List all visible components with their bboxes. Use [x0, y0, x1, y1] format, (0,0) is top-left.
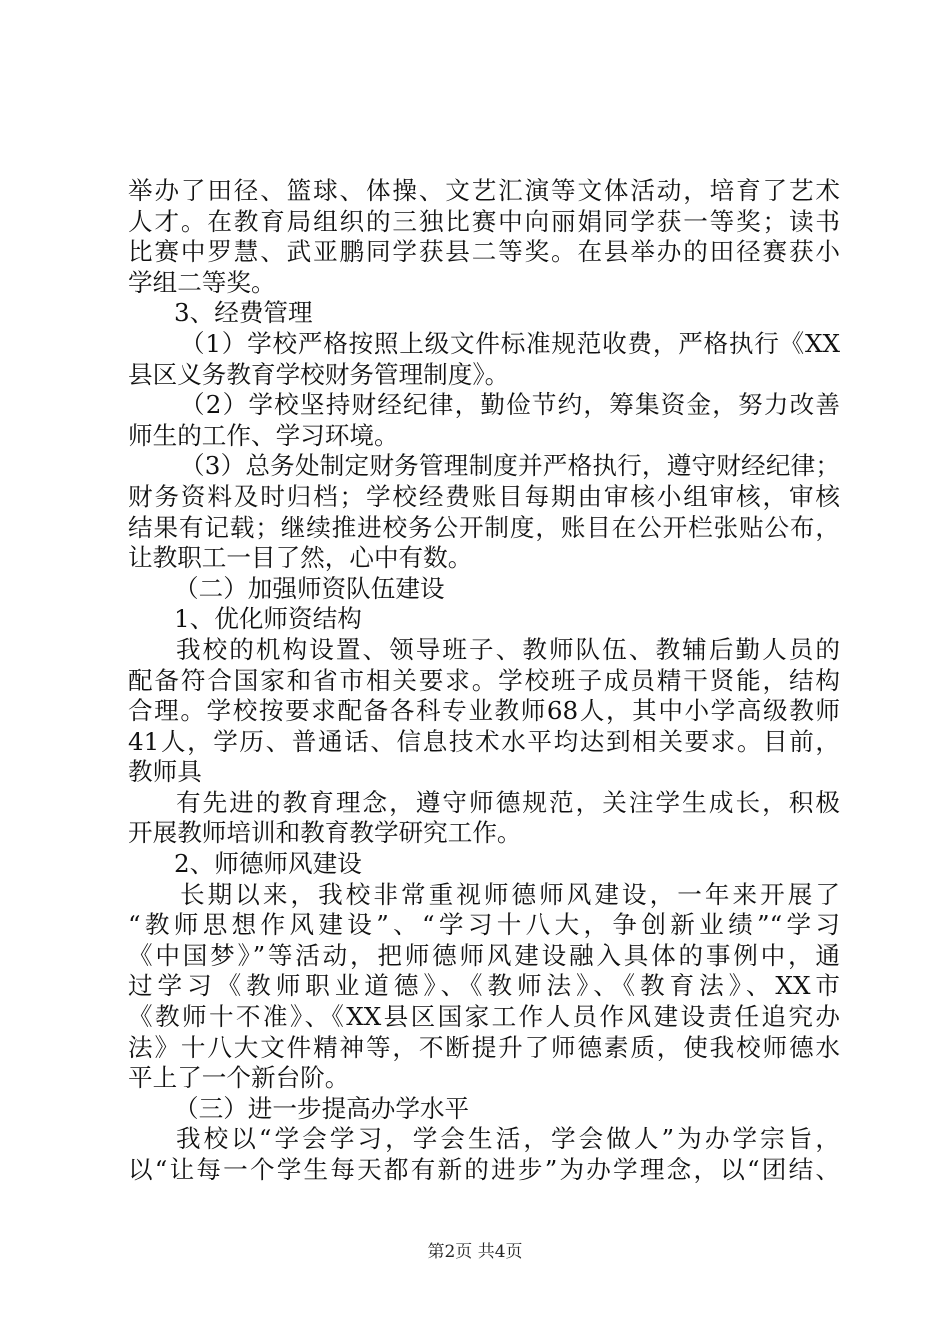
document-line: 以“让每一个学生每天都有新的进步”为办学理念，以“团结、 [128, 1155, 840, 1184]
document-line: 2、师德师风建设 [174, 849, 362, 879]
document-line: 法》十八大文件精神等，不断提升了师德素质，使我校师德水 [128, 1032, 840, 1062]
document-line: （2）学校坚持财经纪律，勤俭节约，筹集资金，努力改善 [180, 390, 840, 420]
document-line: 县区义务教育学校财务管理制度》。 [128, 359, 510, 389]
document-line: 配备符合国家和省市相关要求。学校班子成员精干贤能，结构 [128, 665, 840, 695]
document-line: 教师具 [128, 757, 202, 787]
document-line: 结果有记载；继续推进校务公开制度，账目在公开栏张贴公布， [128, 512, 840, 542]
document-line: 《中国梦》”等活动，把师德师风建设融入具体的事例中，通 [128, 940, 840, 970]
page-footer: 第2页 共4页 [427, 1242, 523, 1262]
document-line: （三）进一步提高办学水平 [174, 1093, 470, 1123]
document-line: 合理。学校按要求配备各科专业教师68人，其中小学高级教师 [128, 696, 840, 726]
document-line: 41人，学历、普通话、信息技术水平均达到相关要求。目前， [128, 726, 840, 756]
document-line: 长期以来，我校非常重视师德师风建设，一年来开展了 [180, 879, 840, 909]
document-line: 人才。在教育局组织的三独比赛中向丽娟同学获一等奖；读书 [128, 206, 840, 236]
document-line: 过学习《教师职业道德》、《教师法》、《教育法》、XX市 [128, 971, 840, 1001]
document-line: 举办了田径、篮球、体操、文艺汇演等文体活动，培育了艺术 [128, 176, 840, 205]
document-line: 有先进的教育理念，遵守师德规范，关注学生成长，积极 [176, 787, 840, 817]
document-line: 1、优化师资结构 [174, 604, 362, 634]
document-line: 平上了一个新台阶。 [128, 1063, 350, 1093]
document-line: （二）加强师资队伍建设 [174, 573, 445, 603]
document-line: 学组二等奖。 [128, 267, 276, 297]
document-line: 我校的机构设置、领导班子、教师队伍、教辅后勤人员的 [176, 634, 840, 664]
document-body [128, 176, 840, 1186]
document-line: 比赛中罗慧、武亚鹏同学获县二等奖。在县举办的田径赛获小 [128, 237, 840, 267]
document-line: 3、经费管理 [174, 298, 313, 328]
document-line: （1）学校严格按照上级文件标准规范收费，严格执行《XX [180, 328, 840, 358]
document-line: 《教师十不准》、《XX县区国家工作人员作风建设责任追究办 [128, 1002, 840, 1032]
document-line: 我校以“学会学习，学会生活，学会做人”为办学宗旨， [176, 1124, 840, 1154]
document-line: 师生的工作、学习环境。 [128, 420, 399, 450]
document-line: “教师思想作风建设”、“学习十八大，争创新业绩”“学习 [128, 910, 840, 940]
document-line: 开展教师培训和教育教学研究工作。 [128, 818, 522, 848]
document-line: 财务资料及时归档；学校经费账目每期由审核小组审核，审核 [128, 481, 840, 511]
document-line: 让教职工一目了然，心中有数。 [128, 543, 473, 573]
document-line: （3）总务处制定财务管理制度并严格执行，遵守财经纪律； [180, 451, 840, 481]
